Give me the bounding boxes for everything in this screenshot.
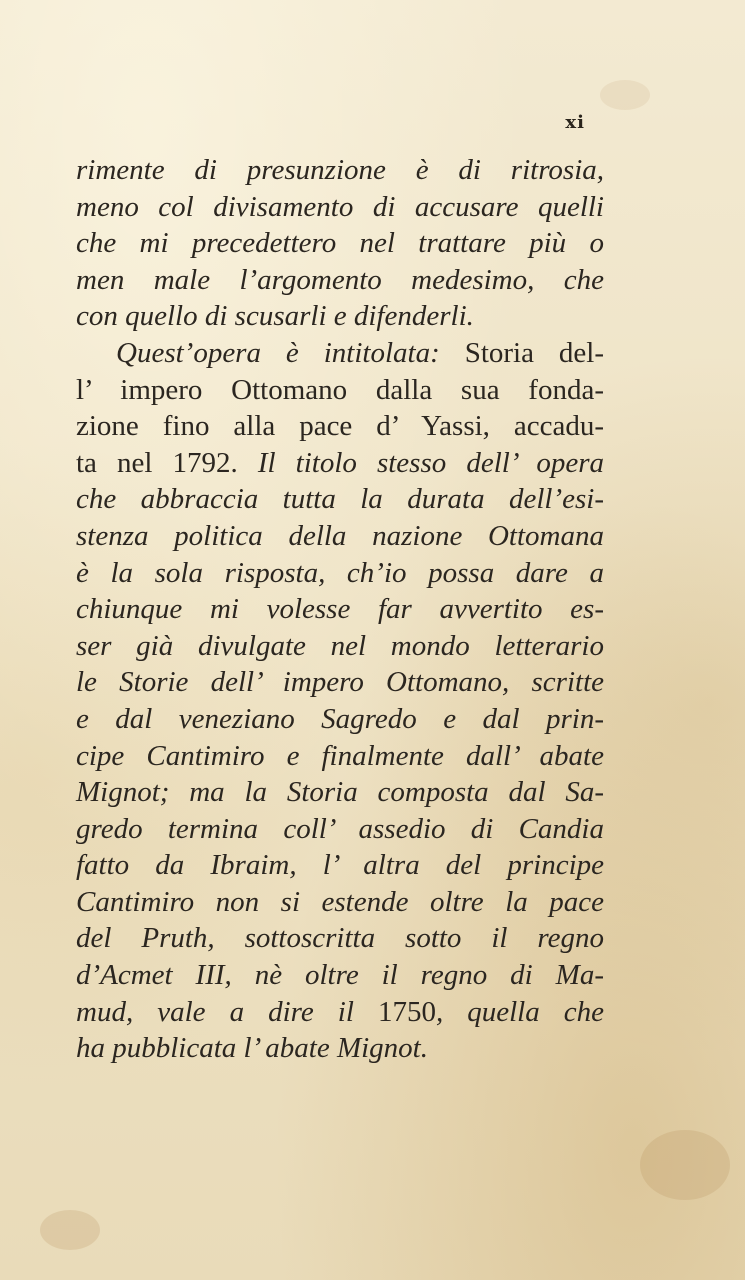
text-segment: fatto da Ibraim, l’ altra del principe bbox=[76, 849, 604, 882]
text-line bbox=[76, 555, 604, 592]
text-segment: 1750 bbox=[377, 995, 436, 1028]
text-line bbox=[76, 298, 604, 335]
text-line bbox=[76, 811, 604, 848]
text-line bbox=[76, 847, 604, 884]
text-line bbox=[76, 701, 604, 738]
page-number: xi bbox=[565, 112, 585, 133]
text-line bbox=[76, 189, 604, 226]
text-segment: l’ impero Ottomano dalla sua fonda- bbox=[76, 373, 604, 406]
text-line bbox=[76, 591, 604, 628]
text-line bbox=[76, 884, 604, 921]
text-line bbox=[76, 152, 604, 189]
text-line bbox=[76, 1030, 604, 1067]
text-segment: cipe Cantimiro e finalmente dall’ abate bbox=[76, 739, 604, 772]
body-text bbox=[76, 152, 604, 1067]
text-segment: men male l’argomento medesimo, che bbox=[76, 263, 604, 296]
text-segment: Cantimiro non si estende oltre la pace bbox=[76, 885, 604, 918]
text-segment: ta nel 1792. bbox=[76, 446, 258, 479]
text-segment: zione fino alla pace d’ Yassi, accadu- bbox=[76, 410, 604, 443]
text-line bbox=[76, 920, 604, 957]
text-segment: del Pruth, sottoscritta sotto il regno bbox=[76, 922, 604, 955]
text-line bbox=[76, 481, 604, 518]
text-line bbox=[76, 445, 604, 482]
text-segment: meno col divisamento di accusare quelli bbox=[76, 190, 604, 223]
text-segment: Storia del- bbox=[464, 336, 605, 369]
text-segment: che abbraccia tutta la durata dell’esi- bbox=[76, 483, 604, 516]
text-line bbox=[76, 957, 604, 994]
text-segment: le Storie dell’ impero Ottomano, scritte bbox=[76, 666, 604, 699]
age-stain bbox=[600, 80, 650, 110]
text-segment: gredo termina coll’ assedio di Candia bbox=[76, 812, 604, 845]
text-line bbox=[76, 664, 604, 701]
text-segment: e dal veneziano Sagredo e dal prin- bbox=[76, 702, 604, 735]
text-line bbox=[76, 372, 604, 409]
text-line bbox=[76, 774, 604, 811]
text-segment: ha pubblicata l’ abate Mignot. bbox=[76, 1032, 428, 1065]
text-segment: stenza politica della nazione Ottomana bbox=[76, 519, 604, 552]
text-line bbox=[76, 518, 604, 555]
text-segment: Il titolo stesso dell’ opera bbox=[257, 446, 604, 479]
text-segment: ser già divulgate nel mondo letterario bbox=[76, 629, 604, 662]
text-segment: mud, vale a dire il bbox=[76, 995, 378, 1028]
age-stain bbox=[40, 1210, 100, 1250]
text-segment: Mignot; ma la Storia composta dal Sa- bbox=[76, 776, 604, 809]
text-line bbox=[76, 628, 604, 665]
text-line bbox=[76, 738, 604, 775]
text-segment: d’Acmet III, nè oltre il regno di Ma- bbox=[76, 959, 604, 992]
text-segment: che mi precedettero nel trattare più o bbox=[76, 227, 604, 260]
text-line bbox=[76, 408, 604, 445]
text-line bbox=[76, 994, 604, 1031]
text-segment: rimente di presunzione è di ritrosia, bbox=[76, 154, 604, 186]
text-line bbox=[76, 225, 604, 262]
age-stain bbox=[640, 1130, 730, 1200]
text-line bbox=[76, 262, 604, 299]
text-line bbox=[76, 335, 604, 372]
text-segment: è la sola risposta, ch’io possa dare a bbox=[76, 556, 604, 589]
text-segment: , quella che bbox=[435, 995, 604, 1028]
text-segment: con quello di scusarli e difenderli. bbox=[76, 300, 474, 333]
text-segment: Quest’opera è intitolata: bbox=[116, 336, 465, 369]
text-segment: chiunque mi volesse far avvertito es- bbox=[76, 593, 604, 626]
